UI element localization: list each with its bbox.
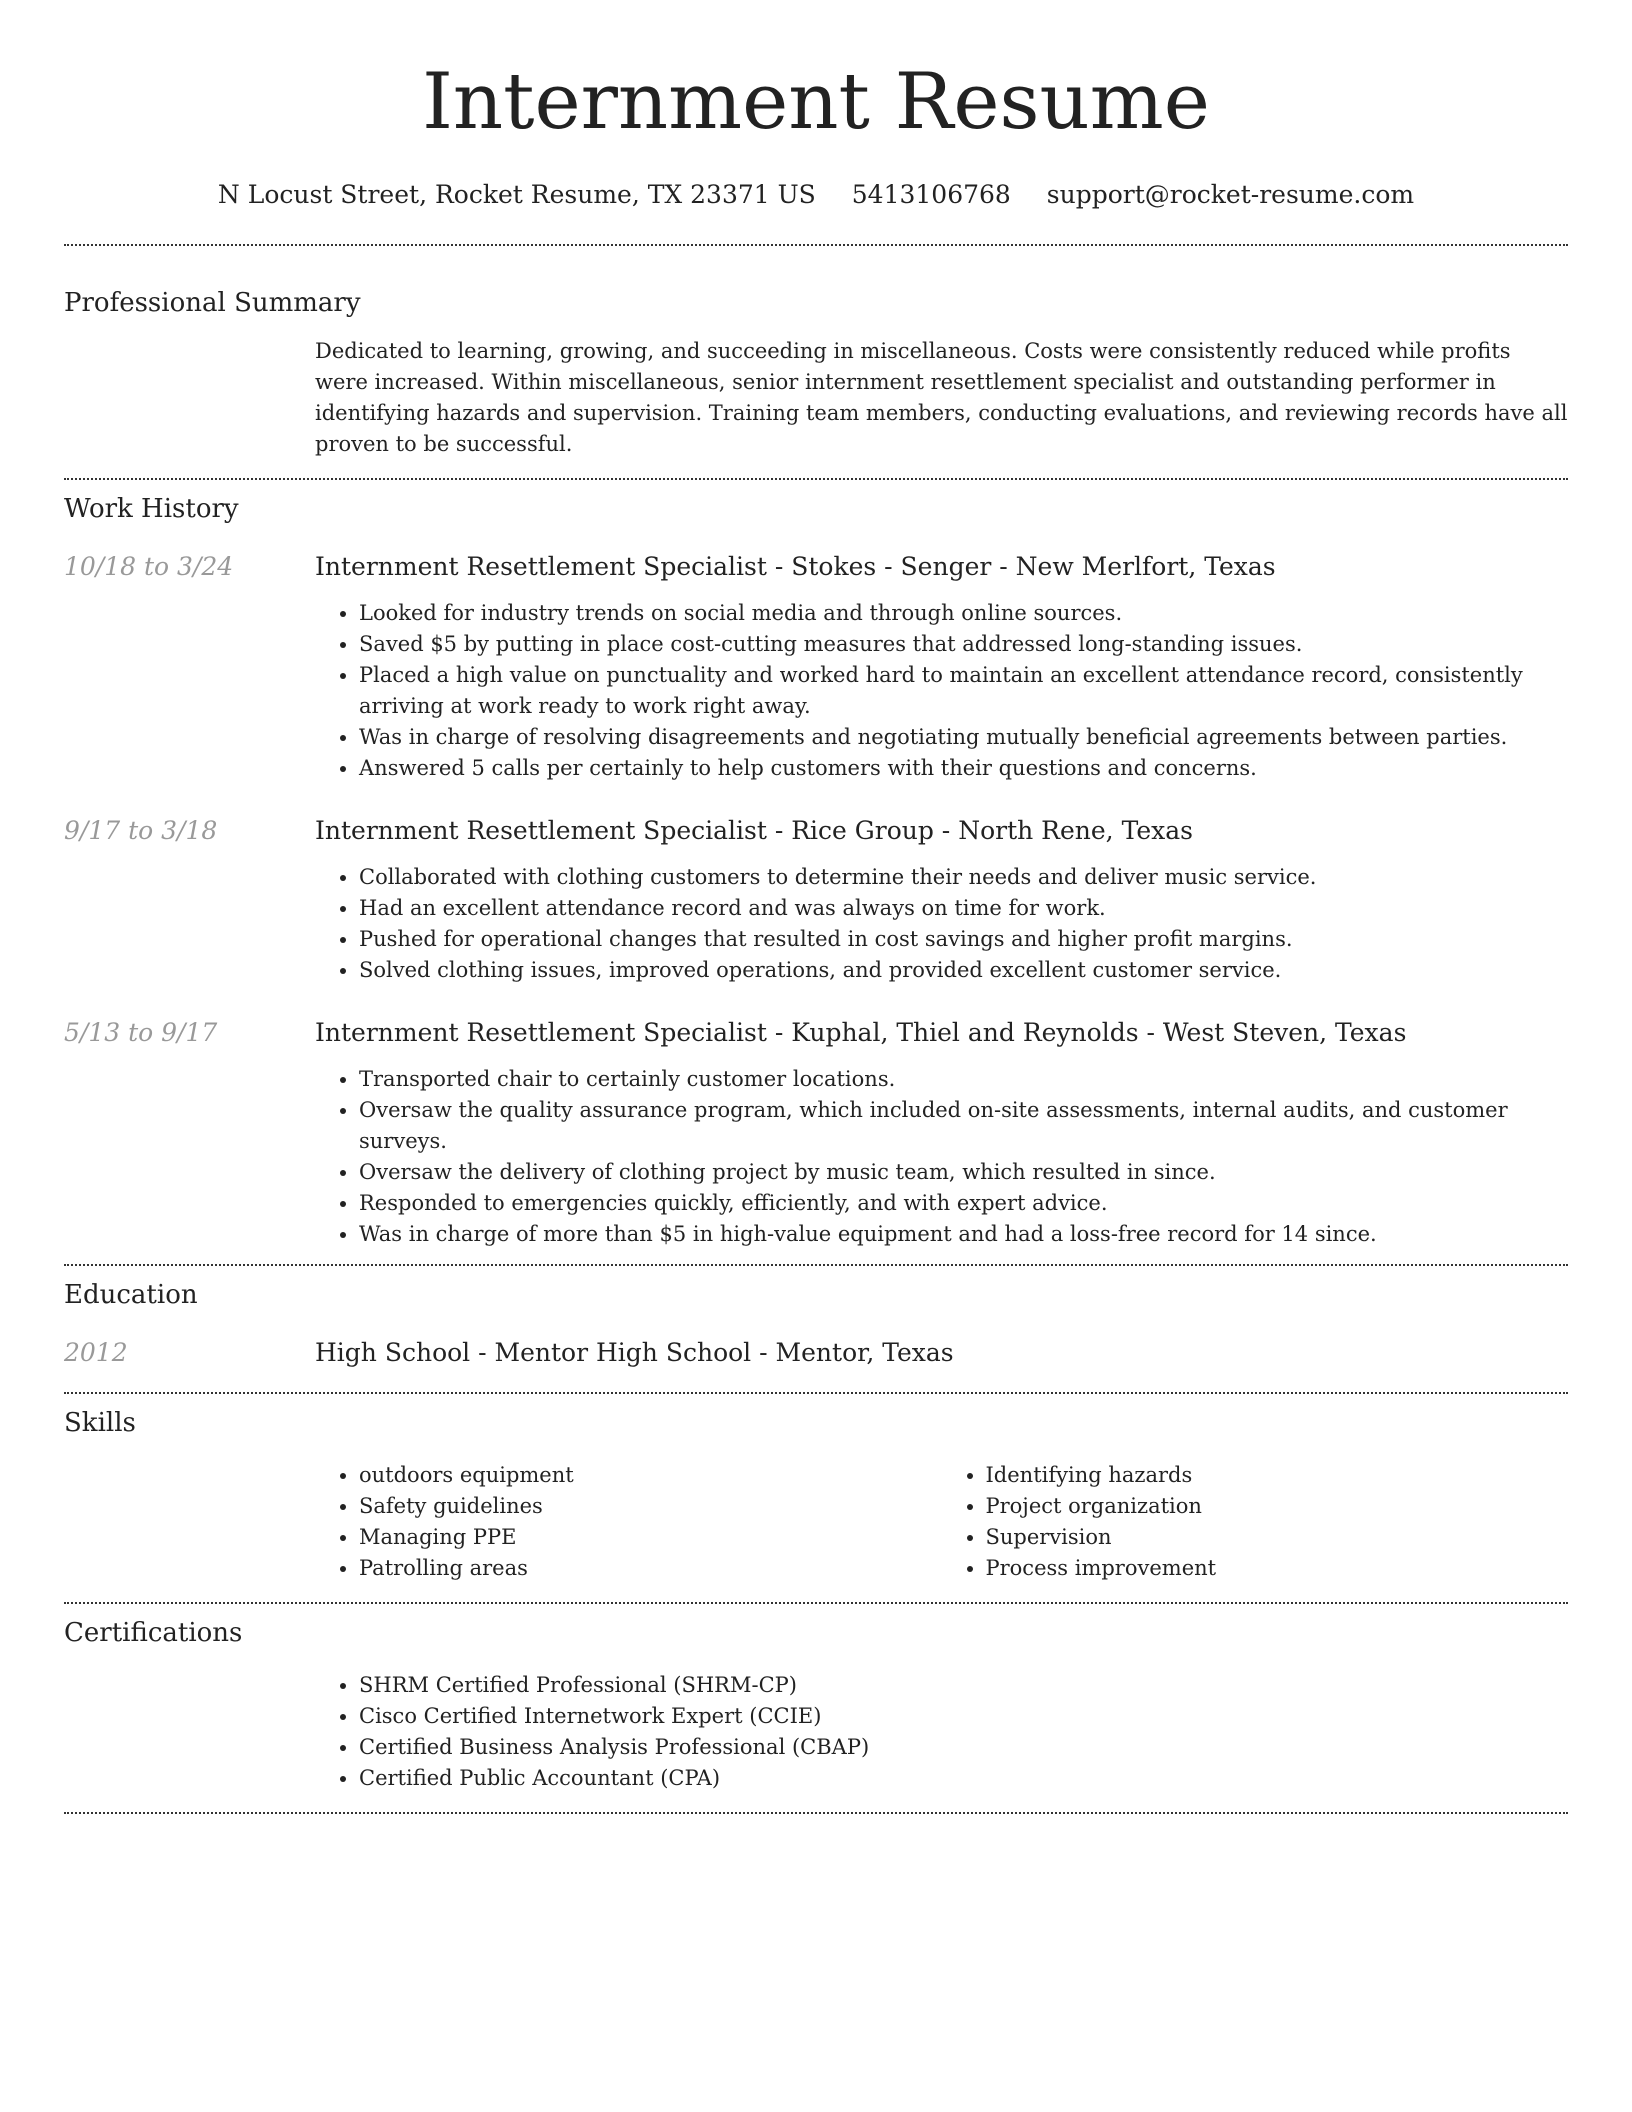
list-item: • Safety guidelines xyxy=(359,1491,942,1522)
list-item: • SHRM Certified Professional (SHRM-CP) xyxy=(359,1670,1568,1701)
list-item: • Transported chair to certainly customer locations. xyxy=(359,1064,1568,1095)
job-bullets xyxy=(315,862,1568,986)
section-title-work: Work History xyxy=(64,494,239,524)
list-item: • Pushed for operational changes that resulted in cost savings and higher profit margins. xyxy=(359,924,1568,955)
list-item: • Answered 5 calls per certainly to help customers with their questions and concerns. xyxy=(359,753,1568,784)
certifications-row xyxy=(64,1670,1568,1794)
list-item: • Cisco Certified Internetwork Expert (CCIE) xyxy=(359,1701,1568,1732)
list-item: • Supervision xyxy=(986,1522,1569,1553)
job-entry xyxy=(64,1016,1568,1250)
skills-grid xyxy=(315,1460,1568,1584)
contact-address: N Locust Street, Rocket Resume, TX 23371 US xyxy=(217,180,816,209)
list-item: • Saved $5 by putting in place cost-cutting measures that addressed long-standing issues. xyxy=(359,629,1568,660)
job-dates: 5/13 to 9/17 xyxy=(64,1018,218,1047)
job-body xyxy=(315,814,1568,986)
section-title-certifications: Certifications xyxy=(64,1618,243,1648)
job-entry xyxy=(64,814,1568,986)
list-item: • Placed a high value on punctuality and worked hard to maintain an excellent attendance record, consistently arriving at work ready to work right away. xyxy=(359,660,1568,722)
list-item: • Oversaw the delivery of clothing project by music team, which resulted in since. xyxy=(359,1157,1568,1188)
job-body xyxy=(315,1016,1568,1250)
certifications-list xyxy=(315,1670,1568,1794)
job-body xyxy=(315,550,1568,784)
job-dates: 10/18 to 3/24 xyxy=(64,552,234,581)
contact-email: support@rocket-resume.com xyxy=(1046,180,1415,209)
list-item: • Project organization xyxy=(986,1491,1569,1522)
skills-row xyxy=(64,1460,1568,1584)
job-bullets xyxy=(315,598,1568,784)
skills-list-left xyxy=(315,1460,942,1584)
section-title-skills: Skills xyxy=(64,1408,136,1438)
divider xyxy=(64,478,1568,480)
list-item: • Responded to emergencies quickly, efficiently, and with expert advice. xyxy=(359,1188,1568,1219)
list-item: • Collaborated with clothing customers to determine their needs and deliver music service. xyxy=(359,862,1568,893)
list-item: • Managing PPE xyxy=(359,1522,942,1553)
list-item: • Was in charge of resolving disagreements and negotiating mutually beneficial agreements between parties. xyxy=(359,722,1568,753)
list-item: • Identifying hazards xyxy=(986,1460,1569,1491)
summary-row xyxy=(64,336,1568,460)
job-entry xyxy=(64,550,1568,784)
divider xyxy=(64,1812,1568,1814)
list-item: • Oversaw the quality assurance program, which included on-site assessments, internal audits, and customer surveys. xyxy=(359,1095,1568,1157)
list-item: • outdoors equipment xyxy=(359,1460,942,1491)
contact-line xyxy=(64,178,1568,212)
divider xyxy=(64,1602,1568,1604)
resume-name: Internment Resume xyxy=(422,57,1210,147)
job-dates: 9/17 to 3/18 xyxy=(64,816,218,845)
divider xyxy=(64,1264,1568,1266)
job-heading: Internment Resettlement Specialist - Kuphal, Thiel and Reynolds - West Steven, Texas xyxy=(315,1018,1407,1047)
certifications-body xyxy=(315,1670,1568,1794)
list-item: • Certified Public Accountant (CPA) xyxy=(359,1763,1568,1794)
summary-text: Dedicated to learning, growing, and succeeding in miscellaneous. Costs were consistently reduced while profits were increased. Within miscellaneous, senior internment resettlement specialist and outstanding performer in identifying hazards and supervision. Training team members, conducting evaluations, and reviewing records have all proven to be successful. xyxy=(315,339,1568,456)
list-item: • Was in charge of more than $5 in high-value equipment and had a loss-free record for 14 since. xyxy=(359,1219,1568,1250)
section-title-education: Education xyxy=(64,1280,198,1310)
summary-body xyxy=(315,336,1568,460)
education-year: 2012 xyxy=(64,1338,128,1367)
list-item: • Looked for industry trends on social media and through online sources. xyxy=(359,598,1568,629)
section-title-summary: Professional Summary xyxy=(64,288,361,318)
job-heading: Internment Resettlement Specialist - Rice Group - North Rene, Texas xyxy=(315,816,1193,845)
contact-phone: 5413106768 xyxy=(851,180,1011,209)
education-body xyxy=(315,1336,1568,1370)
list-item: • Had an excellent attendance record and was always on time for work. xyxy=(359,893,1568,924)
skills-list-right xyxy=(942,1460,1569,1584)
education-entry xyxy=(64,1336,1568,1370)
divider xyxy=(64,244,1568,246)
job-heading: Internment Resettlement Specialist - Stokes - Senger - New Merlfort, Texas xyxy=(315,552,1276,581)
list-item: • Solved clothing issues, improved operations, and provided excellent customer service. xyxy=(359,955,1568,986)
job-bullets xyxy=(315,1064,1568,1250)
list-item: • Process improvement xyxy=(986,1553,1569,1584)
list-item: • Certified Business Analysis Professional (CBAP) xyxy=(359,1732,1568,1763)
education-heading: High School - Mentor High School - Mentor, Texas xyxy=(315,1338,954,1367)
list-item: • Patrolling areas xyxy=(359,1553,942,1584)
divider xyxy=(64,1392,1568,1394)
